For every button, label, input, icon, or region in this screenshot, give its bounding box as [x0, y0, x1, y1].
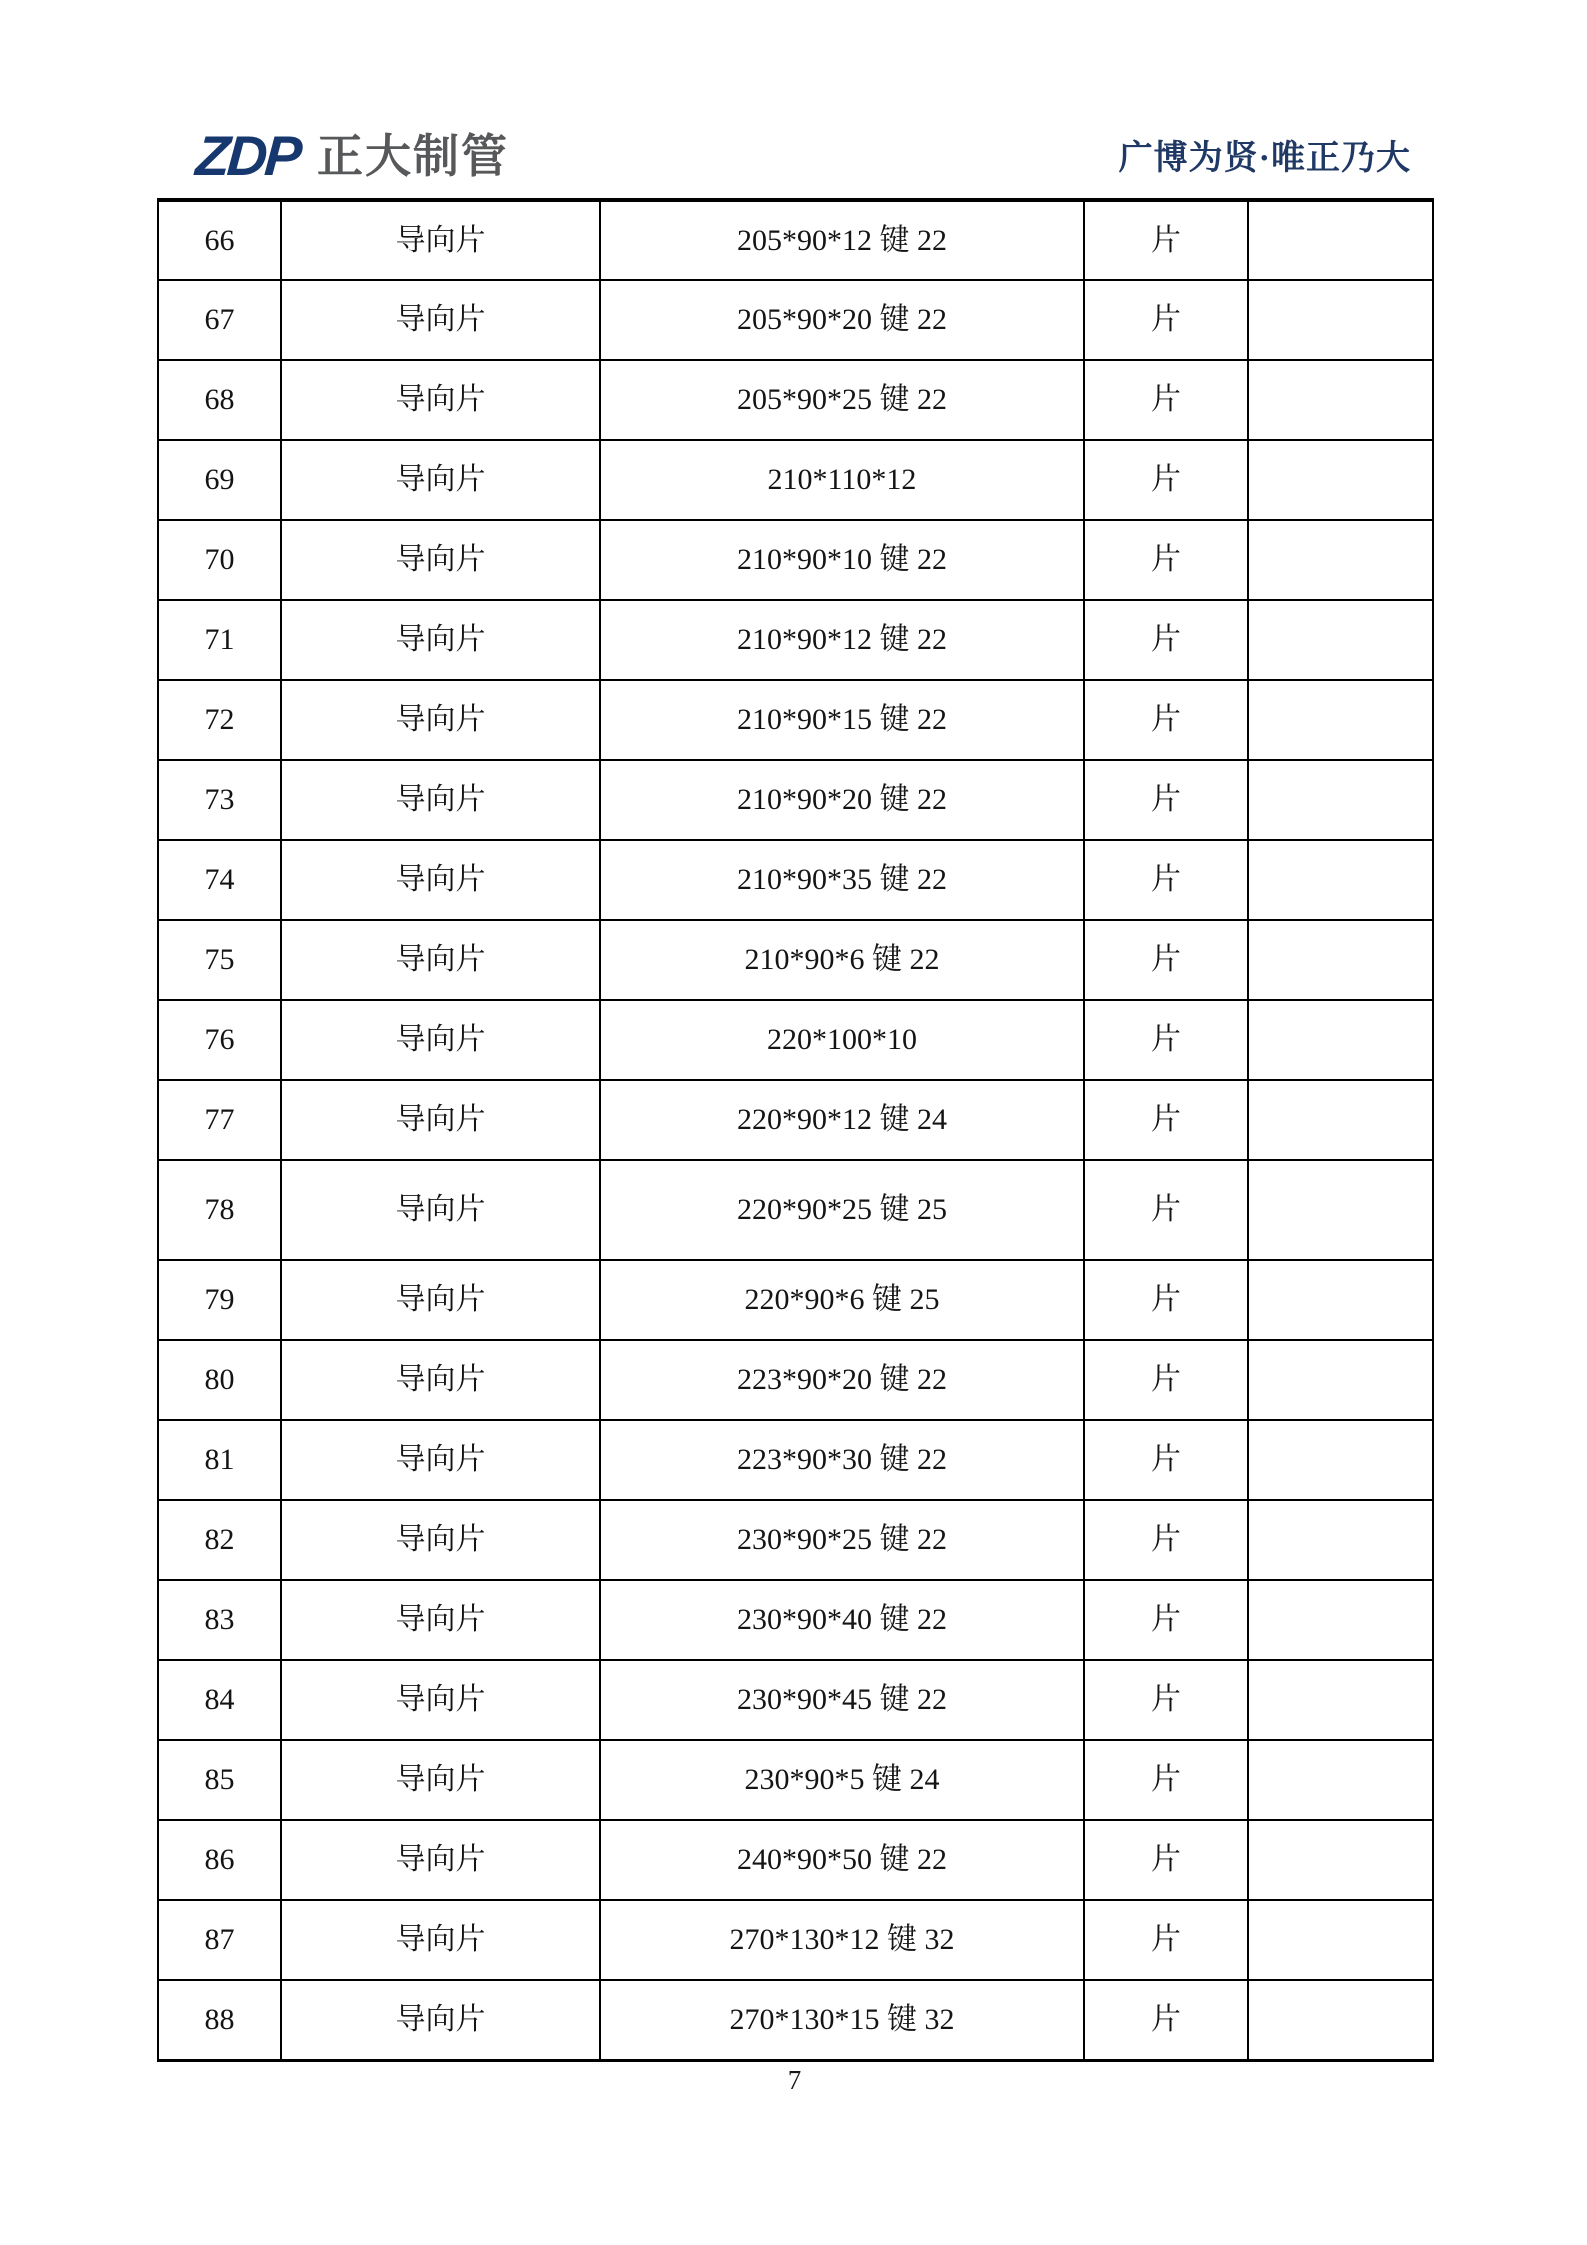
table-row	[158, 1660, 1433, 1740]
cell-note	[1248, 1260, 1433, 1340]
cell-unit: 片	[1084, 1080, 1248, 1160]
items-table	[157, 198, 1434, 2062]
cell-unit: 片	[1084, 840, 1248, 920]
cell-item-name: 导向片	[281, 1080, 600, 1160]
cell-unit: 片	[1084, 1000, 1248, 1080]
cell-row-number: 69	[158, 440, 281, 520]
cell-row-number: 79	[158, 1260, 281, 1340]
cell-row-number: 71	[158, 600, 281, 680]
table-row	[158, 760, 1433, 840]
header-motto: 广博为贤·唯正乃大	[1118, 140, 1411, 177]
cell-note	[1248, 1580, 1433, 1660]
cell-unit: 片	[1084, 1500, 1248, 1580]
table-row	[158, 1260, 1433, 1340]
table-row	[158, 680, 1433, 760]
cell-item-name: 导向片	[281, 1420, 600, 1500]
table-row	[158, 440, 1433, 520]
cell-spec: 240*90*50 键 22	[600, 1820, 1084, 1900]
cell-note	[1248, 1000, 1433, 1080]
cell-spec: 230*90*25 键 22	[600, 1500, 1084, 1580]
cell-row-number: 76	[158, 1000, 281, 1080]
cell-row-number: 88	[158, 1980, 281, 2060]
page-number: 7	[787, 2065, 802, 2095]
cell-note	[1248, 1820, 1433, 1900]
cell-note	[1248, 1900, 1433, 1980]
cell-row-number: 86	[158, 1820, 281, 1900]
cell-spec: 205*90*20 键 22	[600, 280, 1084, 360]
cell-item-name: 导向片	[281, 1160, 600, 1260]
table-row	[158, 1500, 1433, 1580]
table-row	[158, 1980, 1433, 2060]
cell-row-number: 75	[158, 920, 281, 1000]
cell-unit: 片	[1084, 200, 1248, 280]
cell-spec: 205*90*12 键 22	[600, 200, 1084, 280]
cell-item-name: 导向片	[281, 920, 600, 1000]
cell-item-name: 导向片	[281, 1340, 600, 1420]
items-table-body	[158, 200, 1433, 2060]
cell-row-number: 80	[158, 1340, 281, 1420]
table-row	[158, 520, 1433, 600]
cell-note	[1248, 1340, 1433, 1420]
cell-row-number: 78	[158, 1160, 281, 1260]
cell-note	[1248, 440, 1433, 520]
table-row	[158, 1420, 1433, 1500]
table-row	[158, 1900, 1433, 1980]
cell-note	[1248, 280, 1433, 360]
cell-unit: 片	[1084, 1260, 1248, 1340]
cell-item-name: 导向片	[281, 680, 600, 760]
cell-note	[1248, 200, 1433, 280]
cell-row-number: 66	[158, 200, 281, 280]
table-row	[158, 840, 1433, 920]
cell-item-name: 导向片	[281, 1820, 600, 1900]
cell-spec: 210*90*12 键 22	[600, 600, 1084, 680]
cell-note	[1248, 1660, 1433, 1740]
cell-spec: 205*90*25 键 22	[600, 360, 1084, 440]
cell-note	[1248, 1500, 1433, 1580]
cell-spec: 210*90*10 键 22	[600, 520, 1084, 600]
cell-unit: 片	[1084, 1820, 1248, 1900]
cell-spec: 210*90*6 键 22	[600, 920, 1084, 1000]
cell-spec: 210*90*20 键 22	[600, 760, 1084, 840]
cell-item-name: 导向片	[281, 1500, 600, 1580]
cell-spec: 230*90*40 键 22	[600, 1580, 1084, 1660]
cell-note	[1248, 1160, 1433, 1260]
cell-note	[1248, 840, 1433, 920]
cell-note	[1248, 920, 1433, 1000]
cell-unit: 片	[1084, 1660, 1248, 1740]
cell-item-name: 导向片	[281, 1000, 600, 1080]
cell-note	[1248, 520, 1433, 600]
cell-item-name: 导向片	[281, 1260, 600, 1340]
cell-note	[1248, 1740, 1433, 1820]
cell-spec: 223*90*30 键 22	[600, 1420, 1084, 1500]
table-row	[158, 1740, 1433, 1820]
cell-row-number: 83	[158, 1580, 281, 1660]
table-row	[158, 280, 1433, 360]
cell-row-number: 87	[158, 1900, 281, 1980]
cell-item-name: 导向片	[281, 1580, 600, 1660]
cell-spec: 270*130*15 键 32	[600, 1980, 1084, 2060]
cell-unit: 片	[1084, 1420, 1248, 1500]
cell-item-name: 导向片	[281, 440, 600, 520]
cell-unit: 片	[1084, 680, 1248, 760]
cell-item-name: 导向片	[281, 760, 600, 840]
cell-row-number: 77	[158, 1080, 281, 1160]
cell-note	[1248, 760, 1433, 840]
cell-spec: 230*90*5 键 24	[600, 1740, 1084, 1820]
cell-item-name: 导向片	[281, 600, 600, 680]
cell-spec: 270*130*12 键 32	[600, 1900, 1084, 1980]
cell-unit: 片	[1084, 1580, 1248, 1660]
cell-row-number: 68	[158, 360, 281, 440]
company-logo	[193, 124, 509, 187]
cell-row-number: 70	[158, 520, 281, 600]
table-row	[158, 920, 1433, 1000]
cell-note	[1248, 1980, 1433, 2060]
table-row	[158, 200, 1433, 280]
table-row	[158, 360, 1433, 440]
cell-unit: 片	[1084, 600, 1248, 680]
table-row	[158, 1820, 1433, 1900]
cell-item-name: 导向片	[281, 1660, 600, 1740]
table-row	[158, 1580, 1433, 1660]
table-row	[158, 1340, 1433, 1420]
cell-note	[1248, 600, 1433, 680]
table-row	[158, 1080, 1433, 1160]
cell-row-number: 85	[158, 1740, 281, 1820]
logo-company-text: 正大制管	[317, 130, 509, 182]
cell-unit: 片	[1084, 440, 1248, 520]
cell-note	[1248, 360, 1433, 440]
cell-note	[1248, 680, 1433, 760]
cell-unit: 片	[1084, 520, 1248, 600]
cell-spec: 223*90*20 键 22	[600, 1340, 1084, 1420]
cell-note	[1248, 1080, 1433, 1160]
table-row	[158, 1000, 1433, 1080]
cell-item-name: 导向片	[281, 1900, 600, 1980]
logo-zdp-text: ZDP	[193, 124, 302, 187]
cell-row-number: 84	[158, 1660, 281, 1740]
cell-item-name: 导向片	[281, 360, 600, 440]
cell-item-name: 导向片	[281, 1740, 600, 1820]
cell-unit: 片	[1084, 1160, 1248, 1260]
table-row	[158, 600, 1433, 680]
cell-spec: 210*90*35 键 22	[600, 840, 1084, 920]
cell-item-name: 导向片	[281, 840, 600, 920]
cell-item-name: 导向片	[281, 200, 600, 280]
cell-unit: 片	[1084, 1740, 1248, 1820]
cell-spec: 220*90*12 键 24	[600, 1080, 1084, 1160]
cell-unit: 片	[1084, 1900, 1248, 1980]
cell-row-number: 82	[158, 1500, 281, 1580]
cell-spec: 220*100*10	[600, 1000, 1084, 1080]
cell-row-number: 73	[158, 760, 281, 840]
cell-unit: 片	[1084, 360, 1248, 440]
cell-spec: 210*90*15 键 22	[600, 680, 1084, 760]
cell-item-name: 导向片	[281, 280, 600, 360]
cell-unit: 片	[1084, 920, 1248, 1000]
cell-item-name: 导向片	[281, 1980, 600, 2060]
cell-unit: 片	[1084, 760, 1248, 840]
cell-row-number: 81	[158, 1420, 281, 1500]
cell-unit: 片	[1084, 1340, 1248, 1420]
cell-spec: 220*90*6 键 25	[600, 1260, 1084, 1340]
table-row	[158, 1160, 1433, 1260]
cell-spec: 210*110*12	[600, 440, 1084, 520]
cell-unit: 片	[1084, 280, 1248, 360]
cell-row-number: 67	[158, 280, 281, 360]
cell-spec: 220*90*25 键 25	[600, 1160, 1084, 1260]
cell-item-name: 导向片	[281, 520, 600, 600]
cell-spec: 230*90*45 键 22	[600, 1660, 1084, 1740]
cell-unit: 片	[1084, 1980, 1248, 2060]
cell-note	[1248, 1420, 1433, 1500]
cell-row-number: 72	[158, 680, 281, 760]
cell-row-number: 74	[158, 840, 281, 920]
